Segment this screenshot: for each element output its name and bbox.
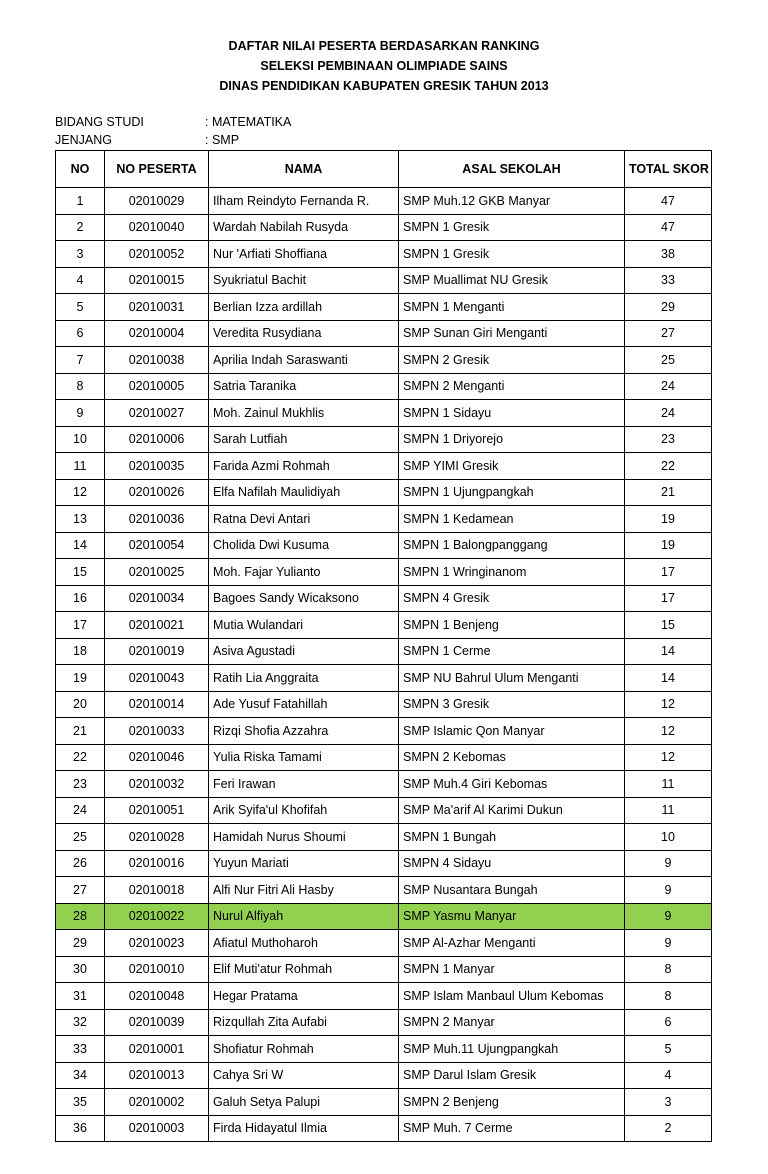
cell-no-peserta: 02010033 xyxy=(105,718,209,745)
cell-no: 32 xyxy=(56,1009,105,1036)
cell-total-skor: 27 xyxy=(625,320,712,347)
cell-nama: Shofiatur Rohmah xyxy=(209,1036,399,1063)
column-header-no: NO xyxy=(56,151,105,188)
cell-asal-sekolah: SMP Islamic Qon Manyar xyxy=(399,718,625,745)
cell-no-peserta: 02010019 xyxy=(105,638,209,665)
table-row xyxy=(56,1009,712,1036)
cell-nama: Satria Taranika xyxy=(209,373,399,400)
cell-total-skor: 3 xyxy=(625,1089,712,1116)
cell-total-skor: 9 xyxy=(625,930,712,957)
meta-jenjang-label: JENJANG xyxy=(55,133,112,147)
cell-no: 18 xyxy=(56,638,105,665)
doc-title-line-3: DINAS PENDIDIKAN KABUPATEN GRESIK TAHUN 2013 xyxy=(219,79,549,93)
cell-nama: Ilham Reindyto Fernanda R. xyxy=(209,188,399,215)
cell-no: 28 xyxy=(56,903,105,930)
cell-no-peserta: 02010016 xyxy=(105,850,209,877)
cell-nama: Berlian Izza ardillah xyxy=(209,294,399,321)
cell-no: 15 xyxy=(56,559,105,586)
cell-nama: Moh. Fajar Yulianto xyxy=(209,559,399,586)
cell-no-peserta: 02010032 xyxy=(105,771,209,798)
cell-no: 29 xyxy=(56,930,105,957)
cell-nama: Afiatul Muthoharoh xyxy=(209,930,399,957)
cell-no-peserta: 02010006 xyxy=(105,426,209,453)
table-row xyxy=(56,1036,712,1063)
table-row xyxy=(56,771,712,798)
cell-nama: Feri Irawan xyxy=(209,771,399,798)
table-row xyxy=(56,930,712,957)
cell-total-skor: 14 xyxy=(625,638,712,665)
cell-no: 35 xyxy=(56,1089,105,1116)
cell-nama: Aprilia Indah Saraswanti xyxy=(209,347,399,374)
cell-asal-sekolah: SMPN 1 Menganti xyxy=(399,294,625,321)
table-row xyxy=(56,320,712,347)
cell-nama: Syukriatul Bachit xyxy=(209,267,399,294)
cell-total-skor: 38 xyxy=(625,241,712,268)
cell-total-skor: 23 xyxy=(625,426,712,453)
cell-nama: Mutia Wulandari xyxy=(209,612,399,639)
cell-no: 17 xyxy=(56,612,105,639)
cell-nama: Nurul Alfiyah xyxy=(209,903,399,930)
cell-no: 7 xyxy=(56,347,105,374)
cell-no: 1 xyxy=(56,188,105,215)
column-header-asal-sekolah: ASAL SEKOLAH xyxy=(399,151,625,188)
cell-no: 12 xyxy=(56,479,105,506)
cell-asal-sekolah: SMP Ma'arif Al Karimi Dukun xyxy=(399,797,625,824)
cell-asal-sekolah: SMPN 1 Manyar xyxy=(399,956,625,983)
cell-no-peserta: 02010040 xyxy=(105,214,209,241)
meta-jenjang xyxy=(55,132,239,148)
cell-total-skor: 9 xyxy=(625,903,712,930)
cell-no-peserta: 02010004 xyxy=(105,320,209,347)
cell-asal-sekolah: SMPN 4 Sidayu xyxy=(399,850,625,877)
table-row xyxy=(56,956,712,983)
ranking-table xyxy=(55,150,712,1142)
cell-asal-sekolah: SMP Al-Azhar Menganti xyxy=(399,930,625,957)
cell-nama: Veredita Rusydiana xyxy=(209,320,399,347)
cell-nama: Wardah Nabilah Rusyda xyxy=(209,214,399,241)
cell-nama: Bagoes Sandy Wicaksono xyxy=(209,585,399,612)
meta-bidang-label: BIDANG STUDI xyxy=(55,115,144,129)
meta-bidang-value: : MATEMATIKA xyxy=(205,115,292,129)
cell-no-peserta: 02010031 xyxy=(105,294,209,321)
cell-asal-sekolah: SMPN 1 Gresik xyxy=(399,214,625,241)
cell-total-skor: 17 xyxy=(625,559,712,586)
cell-no-peserta: 02010054 xyxy=(105,532,209,559)
cell-asal-sekolah: SMPN 1 Wringinanom xyxy=(399,559,625,586)
cell-asal-sekolah: SMP Muh.11 Ujungpangkah xyxy=(399,1036,625,1063)
cell-total-skor: 17 xyxy=(625,585,712,612)
cell-no-peserta: 02010039 xyxy=(105,1009,209,1036)
cell-total-skor: 12 xyxy=(625,718,712,745)
cell-total-skor: 12 xyxy=(625,691,712,718)
table-row xyxy=(56,188,712,215)
cell-no: 26 xyxy=(56,850,105,877)
cell-asal-sekolah: SMPN 2 Kebomas xyxy=(399,744,625,771)
cell-total-skor: 15 xyxy=(625,612,712,639)
cell-no-peserta: 02010022 xyxy=(105,903,209,930)
cell-total-skor: 10 xyxy=(625,824,712,851)
cell-nama: Arik Syifa'ul Khofifah xyxy=(209,797,399,824)
table-row xyxy=(56,506,712,533)
cell-asal-sekolah: SMPN 1 Kedamean xyxy=(399,506,625,533)
cell-no: 36 xyxy=(56,1115,105,1142)
cell-total-skor: 9 xyxy=(625,850,712,877)
table-row-highlighted xyxy=(56,903,712,930)
cell-nama: Hamidah Nurus Shoumi xyxy=(209,824,399,851)
cell-asal-sekolah: SMP Muallimat NU Gresik xyxy=(399,267,625,294)
cell-no-peserta: 02010038 xyxy=(105,347,209,374)
cell-no: 8 xyxy=(56,373,105,400)
table-row xyxy=(56,1089,712,1116)
cell-no-peserta: 02010046 xyxy=(105,744,209,771)
cell-total-skor: 19 xyxy=(625,506,712,533)
cell-asal-sekolah: SMPN 1 Driyorejo xyxy=(399,426,625,453)
cell-asal-sekolah: SMP NU Bahrul Ulum Menganti xyxy=(399,665,625,692)
table-row xyxy=(56,294,712,321)
cell-nama: Elfa Nafilah Maulidiyah xyxy=(209,479,399,506)
cell-nama: Sarah Lutfiah xyxy=(209,426,399,453)
cell-nama: Hegar Pratama xyxy=(209,983,399,1010)
table-row xyxy=(56,532,712,559)
table-header-row xyxy=(56,151,712,188)
cell-no: 24 xyxy=(56,797,105,824)
cell-nama: Ratih Lia Anggraita xyxy=(209,665,399,692)
cell-asal-sekolah: SMP Muh.12 GKB Manyar xyxy=(399,188,625,215)
doc-title-line-2: SELEKSI PEMBINAAN OLIMPIADE SAINS xyxy=(260,59,508,73)
cell-no-peserta: 02010035 xyxy=(105,453,209,480)
cell-total-skor: 8 xyxy=(625,956,712,983)
table-row xyxy=(56,797,712,824)
cell-nama: Cholida Dwi Kusuma xyxy=(209,532,399,559)
cell-no: 31 xyxy=(56,983,105,1010)
cell-nama: Cahya Sri W xyxy=(209,1062,399,1089)
cell-no-peserta: 02010013 xyxy=(105,1062,209,1089)
table-row xyxy=(56,1115,712,1142)
table-row xyxy=(56,585,712,612)
table-row xyxy=(56,877,712,904)
cell-no: 34 xyxy=(56,1062,105,1089)
cell-nama: Firda Hidayatul Ilmia xyxy=(209,1115,399,1142)
cell-total-skor: 11 xyxy=(625,771,712,798)
cell-no: 19 xyxy=(56,665,105,692)
table-row xyxy=(56,426,712,453)
cell-no: 21 xyxy=(56,718,105,745)
table-row xyxy=(56,638,712,665)
cell-no-peserta: 02010048 xyxy=(105,983,209,1010)
table-row xyxy=(56,347,712,374)
table-row xyxy=(56,1062,712,1089)
cell-no-peserta: 02010036 xyxy=(105,506,209,533)
cell-no-peserta: 02010023 xyxy=(105,930,209,957)
cell-asal-sekolah: SMPN 2 Menganti xyxy=(399,373,625,400)
cell-total-skor: 24 xyxy=(625,400,712,427)
cell-no-peserta: 02010051 xyxy=(105,797,209,824)
cell-no: 33 xyxy=(56,1036,105,1063)
cell-no-peserta: 02010025 xyxy=(105,559,209,586)
cell-no-peserta: 02010014 xyxy=(105,691,209,718)
cell-nama: Nur 'Arfiati Shoffiana xyxy=(209,241,399,268)
cell-asal-sekolah: SMPN 1 Bungah xyxy=(399,824,625,851)
cell-asal-sekolah: SMPN 1 Benjeng xyxy=(399,612,625,639)
cell-no: 11 xyxy=(56,453,105,480)
table-row xyxy=(56,744,712,771)
cell-no-peserta: 02010026 xyxy=(105,479,209,506)
column-header-no-peserta: NO PESERTA xyxy=(105,151,209,188)
meta-jenjang-value: : SMP xyxy=(205,133,240,147)
table-row xyxy=(56,373,712,400)
table-row xyxy=(56,400,712,427)
cell-no: 25 xyxy=(56,824,105,851)
column-header-nama: NAMA xyxy=(209,151,399,188)
cell-asal-sekolah: SMPN 1 Sidayu xyxy=(399,400,625,427)
cell-total-skor: 25 xyxy=(625,347,712,374)
cell-no: 22 xyxy=(56,744,105,771)
cell-no: 5 xyxy=(56,294,105,321)
cell-nama: Asiva Agustadi xyxy=(209,638,399,665)
doc-title-line-1: DAFTAR NILAI PESERTA BERDASARKAN RANKING xyxy=(228,39,540,53)
cell-asal-sekolah: SMP Muh. 7 Cerme xyxy=(399,1115,625,1142)
cell-asal-sekolah: SMPN 1 Balongpanggang xyxy=(399,532,625,559)
cell-total-skor: 47 xyxy=(625,214,712,241)
table-row xyxy=(56,267,712,294)
cell-asal-sekolah: SMPN 1 Ujungpangkah xyxy=(399,479,625,506)
cell-total-skor: 14 xyxy=(625,665,712,692)
cell-asal-sekolah: SMPN 2 Gresik xyxy=(399,347,625,374)
cell-total-skor: 47 xyxy=(625,188,712,215)
cell-no: 27 xyxy=(56,877,105,904)
cell-no-peserta: 02010003 xyxy=(105,1115,209,1142)
cell-nama: Alfi Nur Fitri Ali Hasby xyxy=(209,877,399,904)
cell-no: 16 xyxy=(56,585,105,612)
cell-asal-sekolah: SMP Darul Islam Gresik xyxy=(399,1062,625,1089)
cell-nama: Rizqi Shofia Azzahra xyxy=(209,718,399,745)
cell-nama: Moh. Zainul Mukhlis xyxy=(209,400,399,427)
cell-no-peserta: 02010018 xyxy=(105,877,209,904)
table-row xyxy=(56,850,712,877)
table-row xyxy=(56,241,712,268)
cell-asal-sekolah: SMP Muh.4 Giri Kebomas xyxy=(399,771,625,798)
cell-asal-sekolah: SMP Islam Manbaul Ulum Kebomas xyxy=(399,983,625,1010)
cell-no-peserta: 02010021 xyxy=(105,612,209,639)
cell-nama: Farida Azmi Rohmah xyxy=(209,453,399,480)
table-row xyxy=(56,718,712,745)
cell-total-skor: 6 xyxy=(625,1009,712,1036)
table-row xyxy=(56,559,712,586)
cell-asal-sekolah: SMPN 2 Benjeng xyxy=(399,1089,625,1116)
cell-asal-sekolah: SMPN 2 Manyar xyxy=(399,1009,625,1036)
cell-no-peserta: 02010043 xyxy=(105,665,209,692)
table-row xyxy=(56,214,712,241)
cell-nama: Yuyun Mariati xyxy=(209,850,399,877)
cell-asal-sekolah: SMP Yasmu Manyar xyxy=(399,903,625,930)
cell-no-peserta: 02010029 xyxy=(105,188,209,215)
cell-total-skor: 33 xyxy=(625,267,712,294)
table-row xyxy=(56,824,712,851)
table-row xyxy=(56,983,712,1010)
cell-no-peserta: 02010010 xyxy=(105,956,209,983)
column-header-total-skor: TOTAL SKOR xyxy=(625,151,712,188)
cell-no: 2 xyxy=(56,214,105,241)
cell-no: 4 xyxy=(56,267,105,294)
cell-asal-sekolah: SMP Sunan Giri Menganti xyxy=(399,320,625,347)
cell-asal-sekolah: SMPN 3 Gresik xyxy=(399,691,625,718)
cell-no: 23 xyxy=(56,771,105,798)
cell-no-peserta: 02010052 xyxy=(105,241,209,268)
cell-nama: Yulia Riska Tamami xyxy=(209,744,399,771)
cell-nama: Ade Yusuf Fatahillah xyxy=(209,691,399,718)
cell-total-skor: 29 xyxy=(625,294,712,321)
cell-total-skor: 21 xyxy=(625,479,712,506)
cell-asal-sekolah: SMP Nusantara Bungah xyxy=(399,877,625,904)
cell-no: 6 xyxy=(56,320,105,347)
table-row xyxy=(56,612,712,639)
cell-no-peserta: 02010001 xyxy=(105,1036,209,1063)
cell-no-peserta: 02010002 xyxy=(105,1089,209,1116)
cell-total-skor: 2 xyxy=(625,1115,712,1142)
cell-nama: Galuh Setya Palupi xyxy=(209,1089,399,1116)
cell-total-skor: 12 xyxy=(625,744,712,771)
cell-no-peserta: 02010027 xyxy=(105,400,209,427)
table-row xyxy=(56,479,712,506)
cell-total-skor: 9 xyxy=(625,877,712,904)
cell-asal-sekolah: SMP YIMI Gresik xyxy=(399,453,625,480)
cell-total-skor: 19 xyxy=(625,532,712,559)
cell-total-skor: 4 xyxy=(625,1062,712,1089)
meta-bidang xyxy=(55,114,291,130)
cell-no: 20 xyxy=(56,691,105,718)
cell-asal-sekolah: SMPN 1 Gresik xyxy=(399,241,625,268)
cell-nama: Elif Muti'atur Rohmah xyxy=(209,956,399,983)
cell-no: 13 xyxy=(56,506,105,533)
cell-no: 3 xyxy=(56,241,105,268)
cell-no: 14 xyxy=(56,532,105,559)
cell-no: 10 xyxy=(56,426,105,453)
cell-total-skor: 11 xyxy=(625,797,712,824)
cell-no: 30 xyxy=(56,956,105,983)
cell-no-peserta: 02010028 xyxy=(105,824,209,851)
cell-asal-sekolah: SMPN 4 Gresik xyxy=(399,585,625,612)
table-row xyxy=(56,665,712,692)
table-row xyxy=(56,691,712,718)
cell-no-peserta: 02010005 xyxy=(105,373,209,400)
cell-nama: Rizqullah Zita Aufabi xyxy=(209,1009,399,1036)
cell-nama: Ratna Devi Antari xyxy=(209,506,399,533)
cell-no-peserta: 02010034 xyxy=(105,585,209,612)
cell-asal-sekolah: SMPN 1 Cerme xyxy=(399,638,625,665)
cell-total-skor: 24 xyxy=(625,373,712,400)
cell-total-skor: 5 xyxy=(625,1036,712,1063)
cell-no-peserta: 02010015 xyxy=(105,267,209,294)
table-row xyxy=(56,453,712,480)
cell-no: 9 xyxy=(56,400,105,427)
cell-total-skor: 22 xyxy=(625,453,712,480)
cell-total-skor: 8 xyxy=(625,983,712,1010)
